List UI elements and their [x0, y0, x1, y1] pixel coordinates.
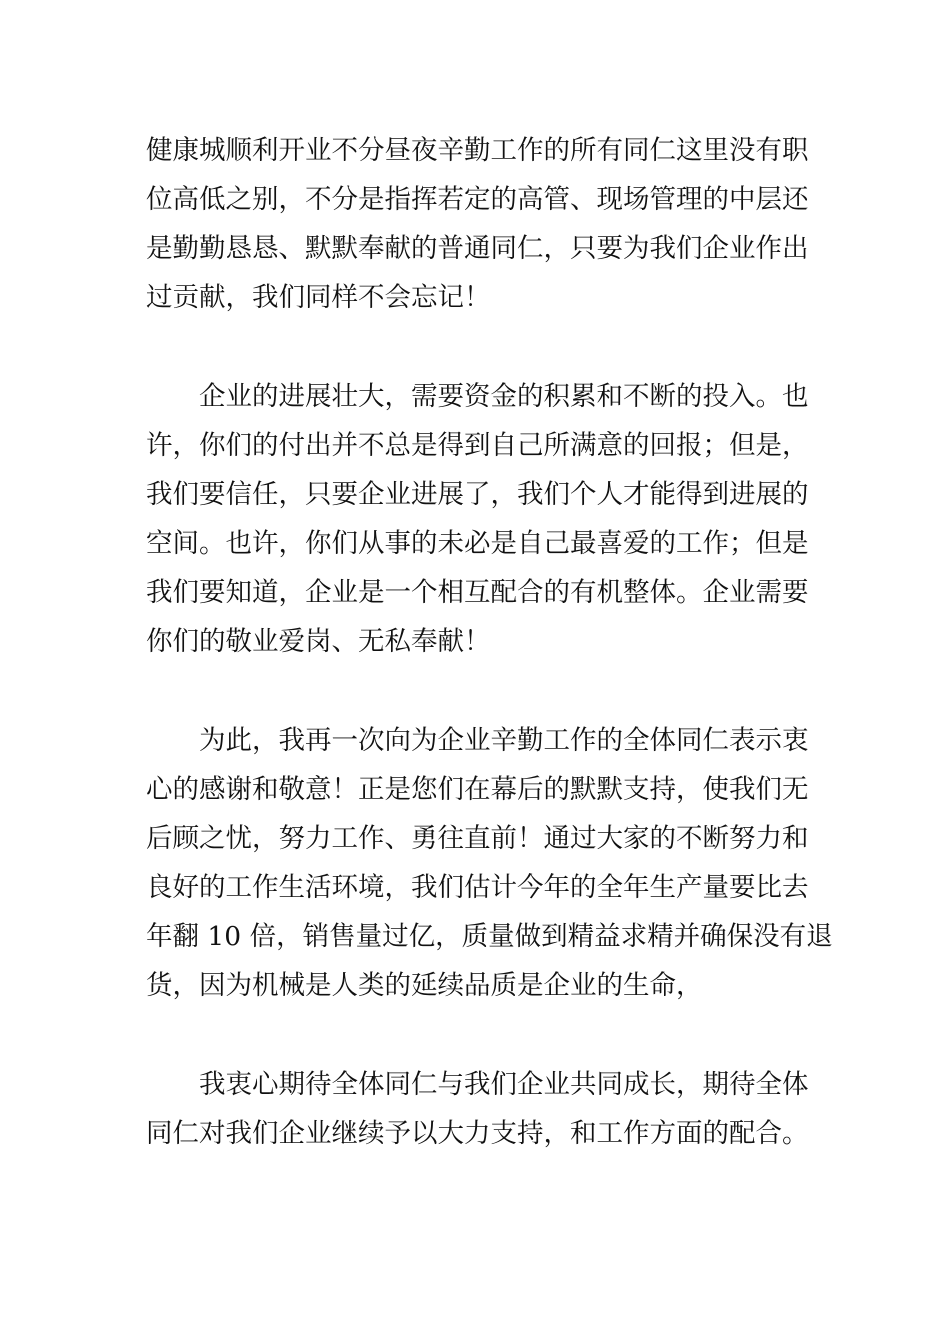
paragraph-1-line-1: 健康城顺利开业不分昼夜辛勤工作的所有同仁这里没有职 — [146, 135, 809, 166]
paragraph-4-line-2: 同仁对我们企业继续予以大力支持，和工作方面的配合。 — [146, 1118, 809, 1149]
paragraph-2-line-1: 企业的进展壮大，需要资金的积累和不断的投入。也 — [146, 381, 809, 412]
paragraph-3-line-4: 良好的工作生活环境，我们估计今年的全年生产量要比去 — [146, 872, 809, 903]
paragraph-2-line-2: 许，你们的付出并不总是得到自己所满意的回报；但是， — [146, 430, 809, 461]
paragraph-1-line-4: 过贡献，我们同样不会忘记！ — [146, 282, 491, 313]
paragraph-4-line-1: 我衷心期待全体同仁与我们企业共同成长，期待全体 — [146, 1069, 809, 1100]
paragraph-3-line-2: 心的感谢和敬意！正是您们在幕后的默默支持，使我们无 — [146, 774, 809, 805]
paragraph-1-line-2: 位高低之别，不分是指挥若定的高管、现场管理的中层还 — [146, 184, 809, 215]
paragraph-3-line-5: 年翻 10 倍，销售量过亿，质量做到精益求精并确保没有退 — [146, 921, 833, 952]
paragraph-3-line-1: 为此，我再一次向为企业辛勤工作的全体同仁表示衷 — [146, 725, 809, 756]
paragraph-2-line-4: 空间。也许，你们从事的未必是自己最喜爱的工作；但是 — [146, 528, 809, 559]
paragraph-2-line-5: 我们要知道，企业是一个相互配合的有机整体。企业需要 — [146, 577, 809, 608]
paragraph-3-line-3: 后顾之忧，努力工作、勇往直前！通过大家的不断努力和 — [146, 823, 809, 854]
paragraph-1-line-3: 是勤勤恳恳、默默奉献的普通同仁，只要为我们企业作出 — [146, 233, 809, 264]
paragraph-2-line-6: 你们的敬业爱岗、无私奉献！ — [146, 626, 491, 657]
paragraph-3-line-6: 货，因为机械是人类的延续品质是企业的生命， — [146, 970, 703, 1001]
paragraph-2-line-3: 我们要信任，只要企业进展了，我们个人才能得到进展的 — [146, 479, 809, 510]
